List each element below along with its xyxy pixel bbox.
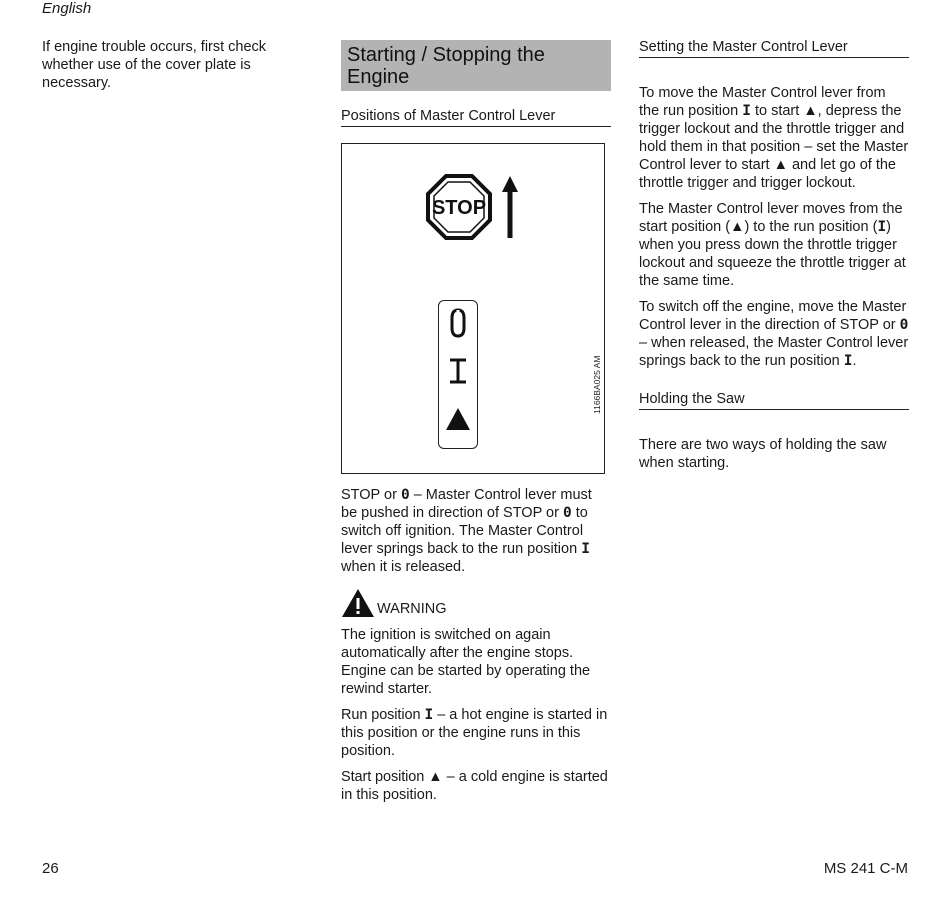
start-symbol-icon: ▲ [428,769,443,785]
stop-symbol-icon: 0 [899,317,909,333]
stop-sign-text: STOP [431,197,487,219]
stop-position-icon [452,310,464,336]
stop-symbol-icon: 0 [562,505,572,521]
page-number: 26 [42,860,59,877]
setting-paragraph-2: The Master Control lever moves from the start position (▲) to the run position (I) when you press down the throttle trigger lockout and squeeze the throttle trigger at the same time. [639,201,906,289]
master-control-lever-diagram [438,300,478,449]
positions-subhead: Positions of Master Control Lever [341,107,611,127]
figure-code: 1166BA025 AM [592,355,602,414]
holding-saw-subhead: Holding the Saw [639,390,909,410]
setting-paragraph-1: To move the Master Control lever from the run position I to start ▲, depress the trigger lockout and the throttle trigger and hold them in that position – set the Master Control lever to start ▲ and let go of the throttle trigger and trigger lockout. [639,85,909,191]
stop-sign-icon [426,174,526,244]
warning-label: WARNING [377,601,447,617]
stop-paragraph: STOP or 0 – Master Control lever must be pushed in direction of STOP or 0 to switch off ignition. The Master Control lever springs back to the run position I when it is released. [341,487,592,575]
start-position-paragraph: Start position ▲ – a cold engine is started in this position. [341,769,608,803]
column-middle [341,40,611,812]
start-symbol-icon: ▲ [730,219,745,235]
warning-heading [341,588,611,618]
run-position-paragraph: Run position I – a hot engine is started in this position or the engine runs in this position. [341,707,608,759]
language-label: English [42,0,92,17]
setting-paragraph-3: To switch off the engine, move the Master Control lever in the direction of STOP or 0 – when released, the Master Control lever springs back to the run position I. [639,299,909,369]
start-symbol-icon: ▲ [773,157,788,173]
run-symbol-icon: I [877,219,887,235]
lever-positions-figure [341,143,605,474]
setting-lever-subhead: Setting the Master Control Lever [639,38,909,58]
run-position-icon [450,360,466,382]
run-symbol-icon: I [581,541,590,557]
holding-saw-paragraph: There are two ways of holding the saw when starting. [639,437,887,471]
model-name: MS 241 C-M [823,860,908,877]
cover-plate-note: If engine trouble occurs, first check whether use of the cover plate is necessary. [42,39,267,91]
run-symbol-icon: I [843,353,853,369]
run-symbol-icon: I [424,707,434,723]
warning-text: The ignition is switched on again automatically after the engine stops. Engine can be started by operating the rewind starter. [341,627,591,697]
column-right [639,38,909,480]
section-title: Starting / Stopping the Engine [341,40,611,91]
start-symbol-icon: ▲ [803,103,818,119]
start-position-icon [446,408,470,430]
column-left [42,38,297,100]
stop-symbol-icon: 0 [400,487,410,503]
run-symbol-icon: I [742,103,751,119]
warning-icon [341,588,375,618]
